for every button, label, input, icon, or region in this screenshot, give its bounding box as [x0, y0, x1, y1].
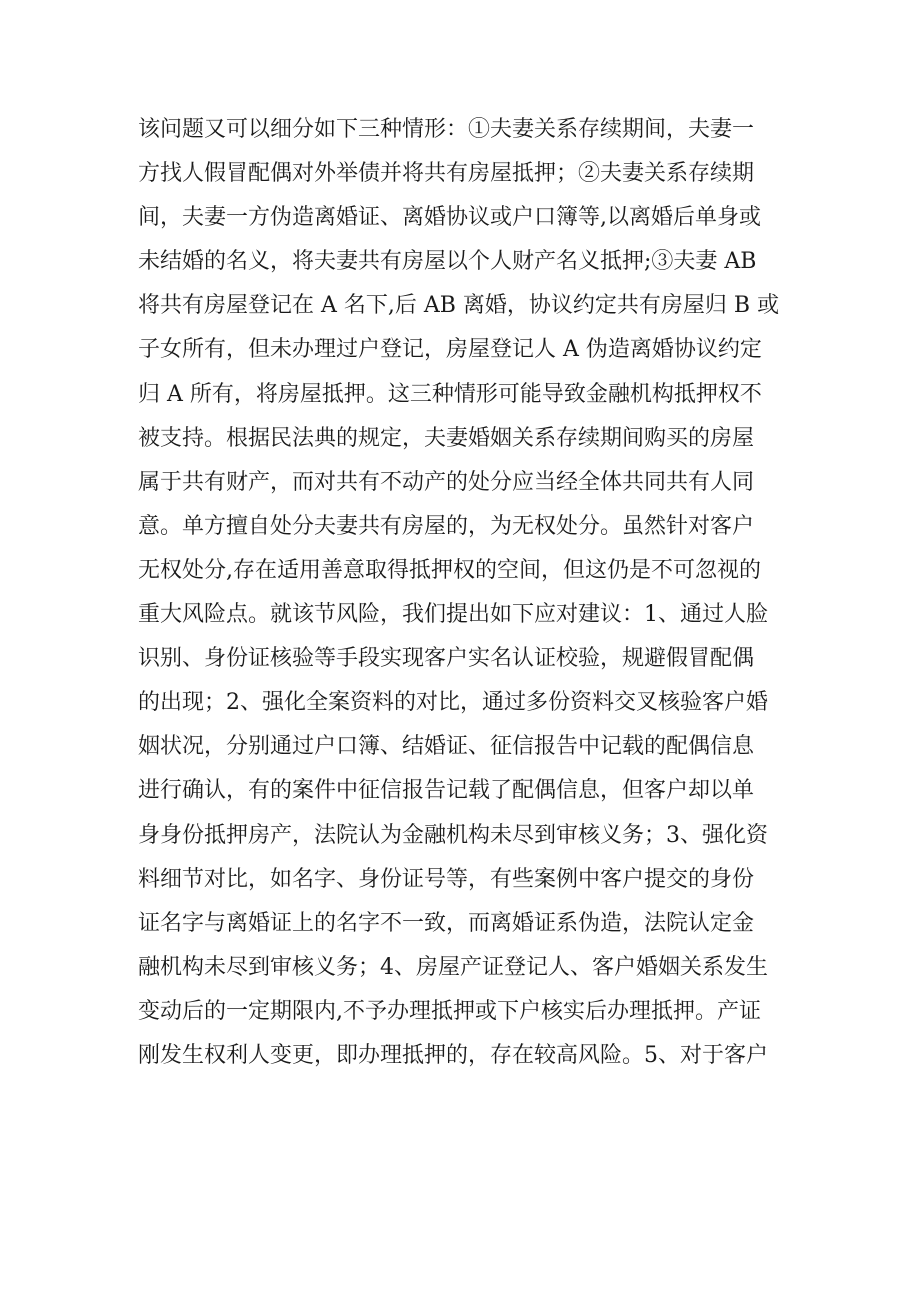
text-line: 变动后的一定期限内,不予办理抵押或下户核实后办理抵押。产证	[138, 998, 761, 1024]
text-line: 料细节对比，如名字、身份证号等，有些案例中客户提交的身份	[138, 866, 755, 892]
text-line: 识别、身份证核验等手段实现客户实名认证校验，规避假冒配偶	[138, 646, 755, 672]
text-line: 证名字与离婚证上的名字不一致，而离婚证系伪造，法院认定金	[138, 910, 755, 936]
text-line: 该问题又可以细分如下三种情形：①夫妻关系存续期间，夫妻一	[138, 117, 755, 142]
text-line: 身身份抵押房产，法院认为金融机构未尽到审核义务；3、强化资	[138, 822, 768, 848]
text-line: 间，夫妻一方伪造离婚证、离婚协议或户口簿等,以离婚后单身或	[138, 205, 761, 231]
text-line: 被支持。根据民法典的规定，夫妻婚姻关系存续期间购买的房屋	[138, 425, 755, 451]
text-line: 属于共有财产，而对共有不动产的处分应当经全体共同共有人同	[138, 469, 755, 495]
text-line: 归 A 所有，将房屋抵押。这三种情形可能导致金融机构抵押权不	[138, 381, 762, 407]
text-line: 进行确认，有的案件中征信报告记载了配偶信息，但客户却以单	[138, 778, 755, 804]
text-line: 姻状况，分别通过户口簿、结婚证、征信报告中记载的配偶信息	[138, 734, 755, 760]
text-line: 意。单方擅自处分夫妻共有房屋的，为无权处分。虽然针对客户	[138, 513, 755, 539]
body-paragraph	[138, 108, 798, 1078]
text-line: 融机构未尽到审核义务；4、房屋产证登记人、客户婚姻关系发生	[138, 954, 768, 980]
text-line: 无权处分,存在适用善意取得抵押权的空间，但这仍是不可忽视的	[138, 557, 761, 583]
text-line: 刚发生权利人变更，即办理抵押的，存在较高风险。5、对于客户	[138, 1042, 768, 1068]
text-line: 重大风险点。就该节风险，我们提出如下应对建议：1、通过人脸	[138, 602, 768, 628]
text-line: 的出现；2、强化全案资料的对比，通过多份资料交叉核验客户婚	[138, 690, 768, 716]
text-line: 未结婚的名义，将夫妻共有房屋以个人财产名义抵押;③夫妻 AB	[138, 249, 757, 275]
text-line: 子女所有，但未办理过户登记，房屋登记人 A 伪造离婚协议约定	[138, 337, 762, 363]
text-line: 将共有房屋登记在 A 名下,后 AB 离婚，协议约定共有房屋归 B 或	[138, 293, 780, 319]
text-line: 方找人假冒配偶对外举债并将共有房屋抵押；②夫妻关系存续期	[138, 161, 755, 187]
